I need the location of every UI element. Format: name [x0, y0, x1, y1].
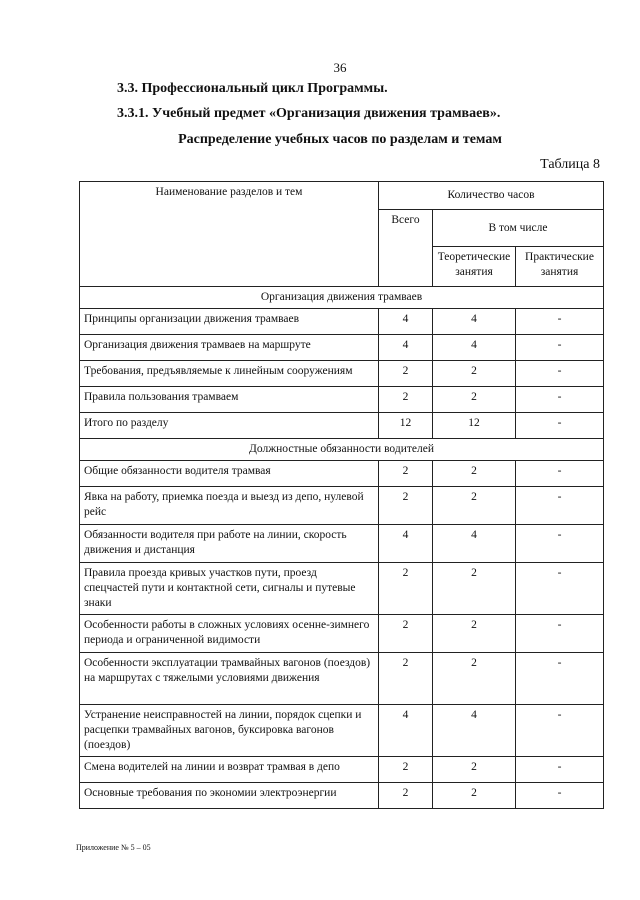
row-name: Итого по разделу — [80, 412, 379, 438]
section-title: Организация движения трамваев — [80, 287, 604, 309]
row-total: 2 — [379, 756, 433, 782]
table-row — [80, 704, 604, 756]
section1-rows — [80, 308, 604, 438]
row-name: Правила проезда кривых участков пути, проезд спецчастей пути и контактной сети, сигналы и путевые знаки — [80, 562, 379, 614]
row-practice: - — [516, 524, 604, 562]
row-practice: - — [516, 614, 604, 652]
row-theory: 2 — [433, 360, 516, 386]
row-theory: 2 — [433, 782, 516, 808]
table-row — [80, 652, 604, 704]
row-theory: 4 — [433, 334, 516, 360]
row-name: Обязанности водителя при работе на линии, скорость движения и дистанция — [80, 524, 379, 562]
row-practice: - — [516, 360, 604, 386]
row-practice: - — [516, 386, 604, 412]
header-name: Наименование разделов и тем — [80, 182, 379, 287]
table-row — [80, 308, 604, 334]
row-total: 4 — [379, 524, 433, 562]
row-name: Правила пользования трамваем — [80, 386, 379, 412]
table-number: Таблица 8 — [540, 157, 600, 172]
row-theory: 4 — [433, 704, 516, 756]
row-name: Явка на работу, приемка поезда и выезд из депо, нулевой рейс — [80, 486, 379, 524]
heading-section: 3.3. Профессиональный цикл Программы. — [117, 81, 388, 96]
row-name: Устранение неисправностей на линии, порядок сцепки и расцепки трамвайных вагонов, буксировка вагонов (поездов) — [80, 704, 379, 756]
row-name: Принципы организации движения трамваев — [80, 308, 379, 334]
section-title: Должностные обязанности водителей — [80, 438, 604, 460]
table-row — [80, 386, 604, 412]
row-name: Организация движения трамваев на маршруте — [80, 334, 379, 360]
heading-table-title: Распределение учебных часов по разделам и темам — [178, 132, 502, 147]
row-theory: 4 — [433, 308, 516, 334]
row-total: 2 — [379, 652, 433, 704]
row-name: Общие обязанности водителя трамвая — [80, 460, 379, 486]
row-practice: - — [516, 308, 604, 334]
footer-note: Приложение № 5 – 05 — [76, 843, 151, 852]
row-total: 2 — [379, 486, 433, 524]
row-practice: - — [516, 486, 604, 524]
row-total: 2 — [379, 460, 433, 486]
section2-rows — [80, 460, 604, 808]
row-practice: - — [516, 652, 604, 704]
row-theory: 2 — [433, 756, 516, 782]
row-total: 2 — [379, 360, 433, 386]
row-name: Особенности работы в сложных условиях осенне-зимнего периода и ограниченной видимости — [80, 614, 379, 652]
row-total: 4 — [379, 334, 433, 360]
hours-table — [79, 181, 604, 809]
table-row — [80, 460, 604, 486]
row-total: 12 — [379, 412, 433, 438]
row-theory: 2 — [433, 614, 516, 652]
row-total: 2 — [379, 782, 433, 808]
row-theory: 12 — [433, 412, 516, 438]
row-name: Особенности эксплуатации трамвайных вагонов (поездов) на маршрутах с тяжелыми условиями движения — [80, 652, 379, 704]
row-theory: 2 — [433, 386, 516, 412]
row-total: 4 — [379, 308, 433, 334]
header-hours: Количество часов — [379, 182, 604, 210]
header-practice: Практические занятия — [516, 247, 604, 287]
table-row — [80, 412, 604, 438]
row-practice: - — [516, 704, 604, 756]
header-total: Всего — [379, 210, 433, 287]
row-name: Смена водителей на линии и возврат трамвая в депо — [80, 756, 379, 782]
table-row — [80, 614, 604, 652]
table-row — [80, 524, 604, 562]
row-theory: 4 — [433, 524, 516, 562]
row-total: 4 — [379, 704, 433, 756]
header-theory: Теоретические занятия — [433, 247, 516, 287]
row-total: 2 — [379, 562, 433, 614]
row-name: Требования, предъявляемые к линейным сооружениям — [80, 360, 379, 386]
row-total: 2 — [379, 614, 433, 652]
row-theory: 2 — [433, 460, 516, 486]
table-row — [80, 782, 604, 808]
row-practice: - — [516, 460, 604, 486]
table-row — [80, 334, 604, 360]
header-including: В том числе — [433, 210, 604, 247]
row-total: 2 — [379, 386, 433, 412]
row-theory: 2 — [433, 486, 516, 524]
table-row — [80, 360, 604, 386]
row-practice: - — [516, 412, 604, 438]
row-theory: 2 — [433, 652, 516, 704]
row-practice: - — [516, 756, 604, 782]
row-practice: - — [516, 562, 604, 614]
row-practice: - — [516, 782, 604, 808]
row-name: Основные требования по экономии электроэнергии — [80, 782, 379, 808]
table-row — [80, 486, 604, 524]
page-number: 36 — [333, 60, 347, 75]
heading-subject: 3.3.1. Учебный предмет «Организация движения трамваев». — [117, 106, 501, 121]
table-row — [80, 562, 604, 614]
table-row — [80, 756, 604, 782]
row-theory: 2 — [433, 562, 516, 614]
row-practice: - — [516, 334, 604, 360]
